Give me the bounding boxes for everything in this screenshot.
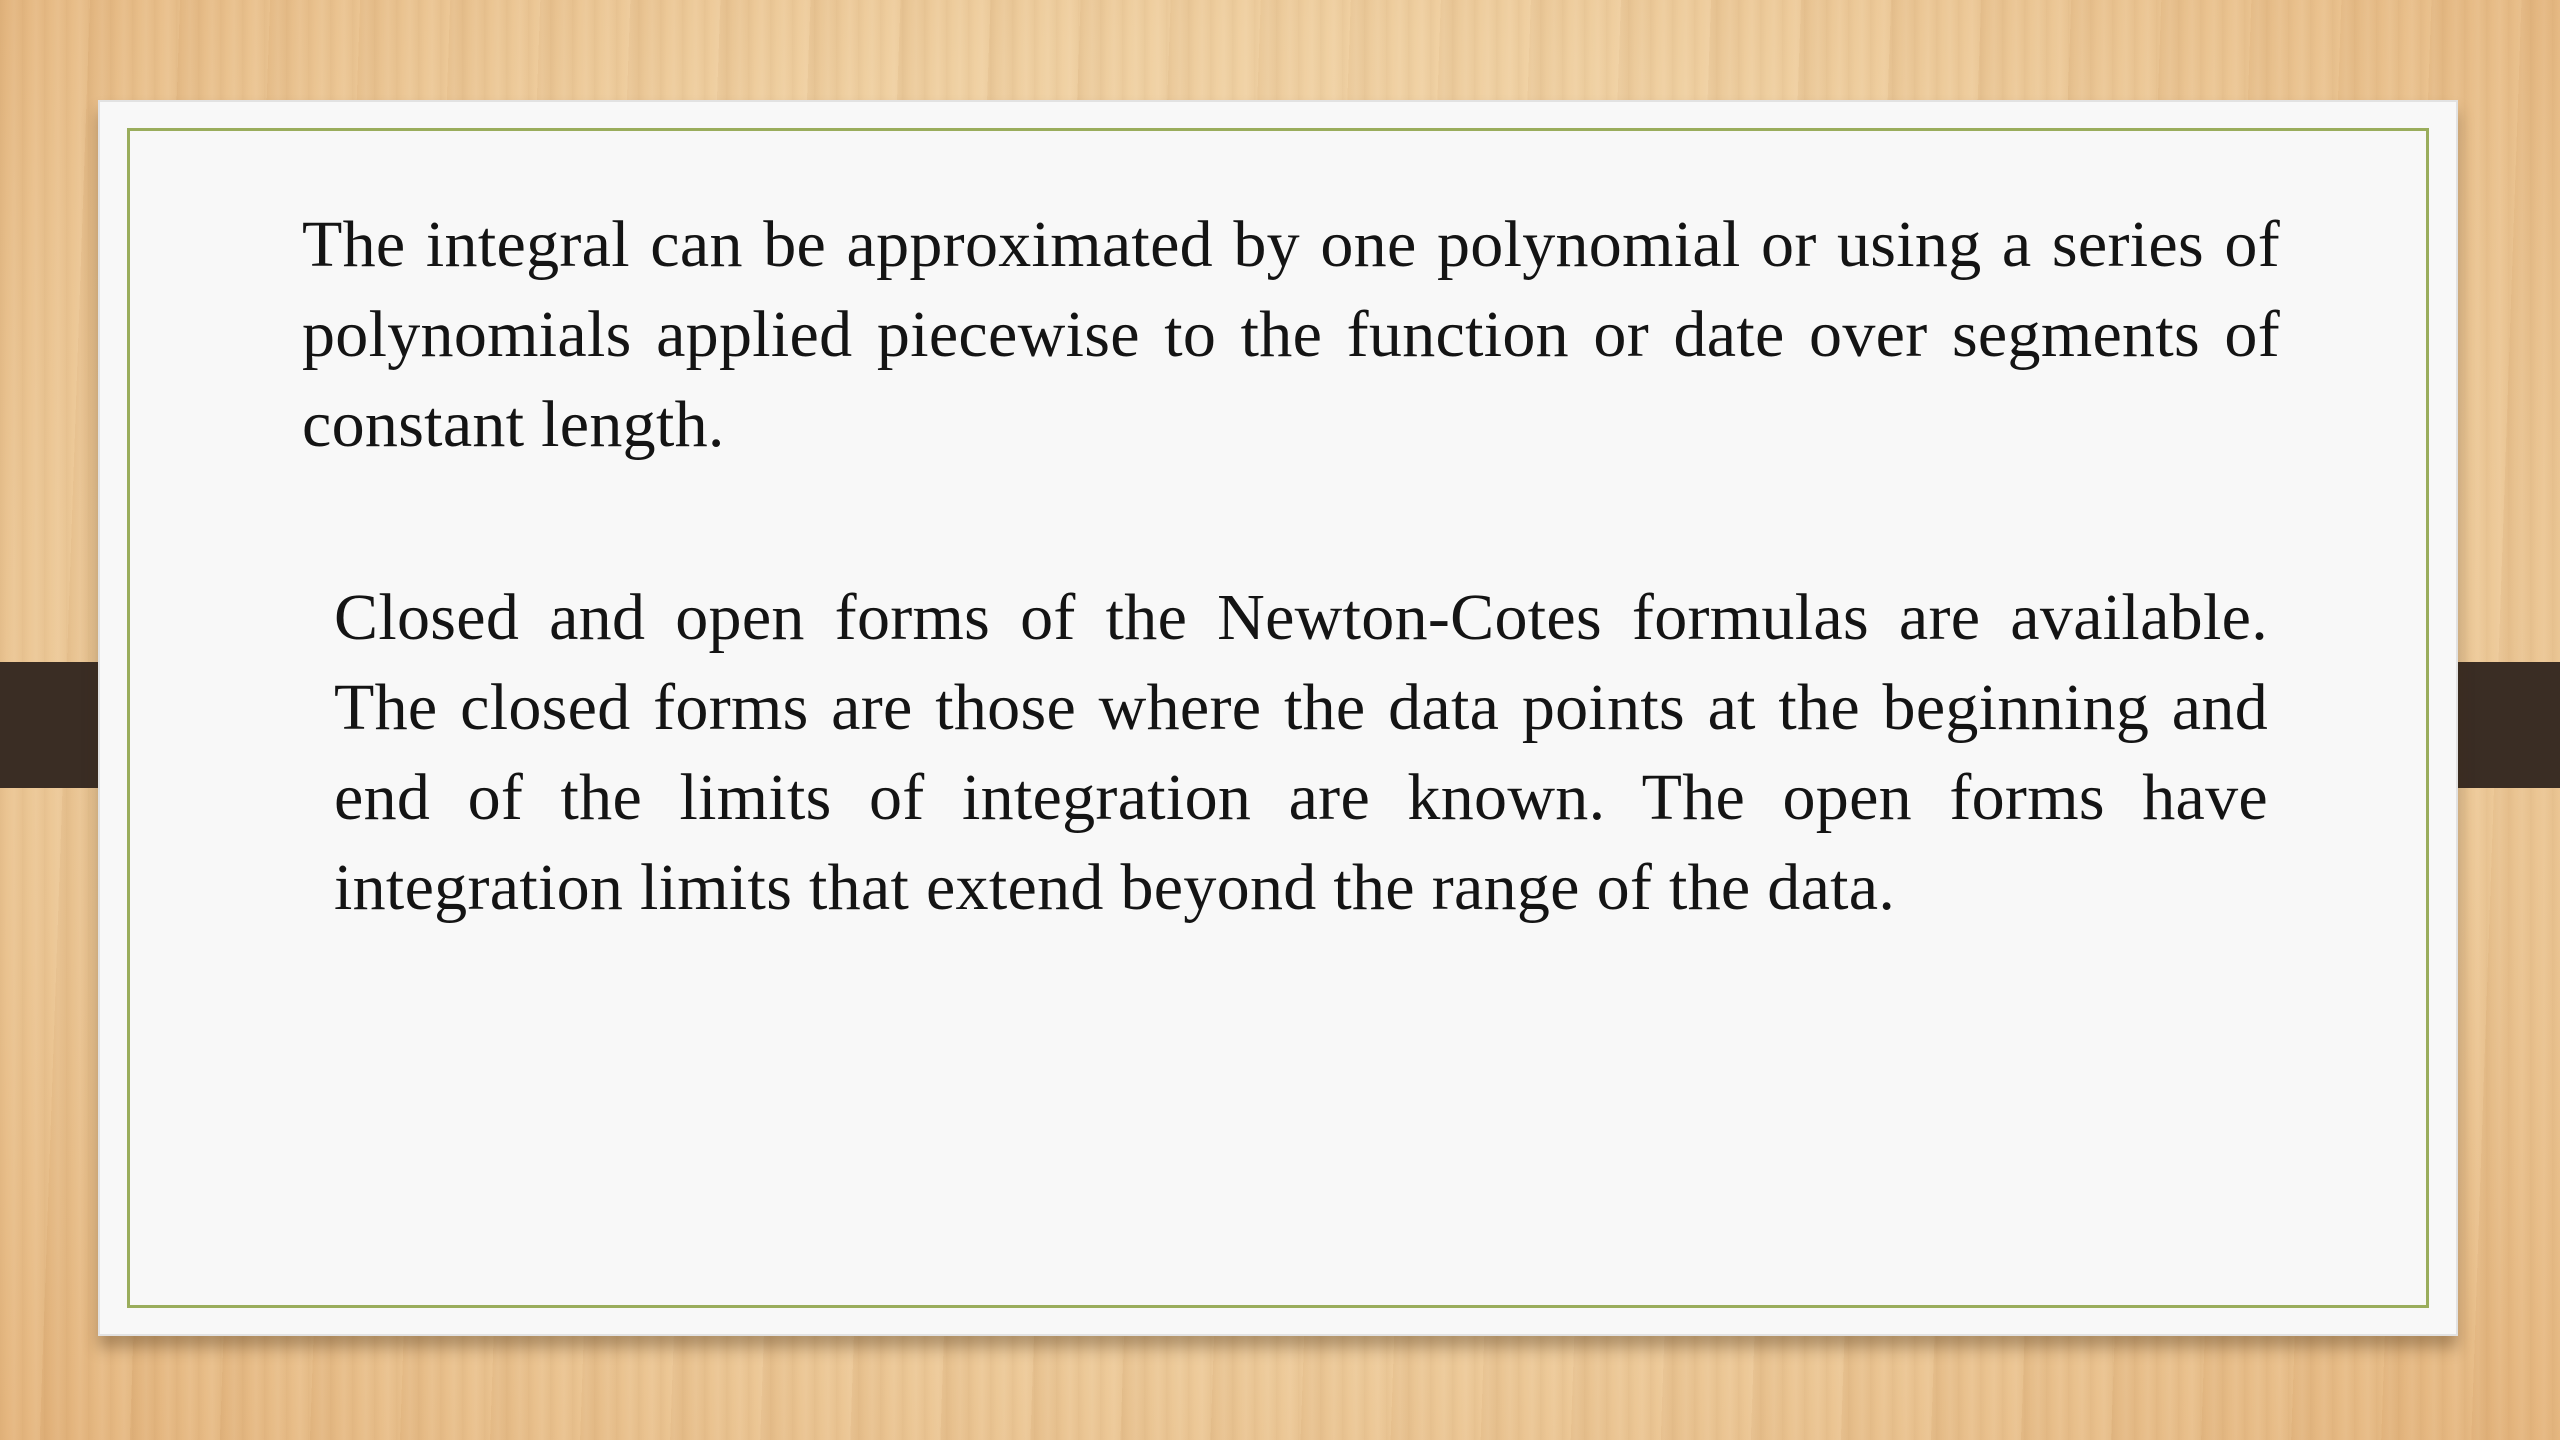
- slide-paragraph-2: Closed and open forms of the Newton-Cotes formulas are available. The closed forms are those where the data points at the beginning and end of the limits of integration are known. The open forms have integration limits that extend beyond the range of the data.: [334, 581, 2268, 924]
- slide-paragraph-1: The integral can be approximated by one polynomial or using a series of polynomials applied piecewise to the function or date over segments of constant length.: [302, 208, 2280, 461]
